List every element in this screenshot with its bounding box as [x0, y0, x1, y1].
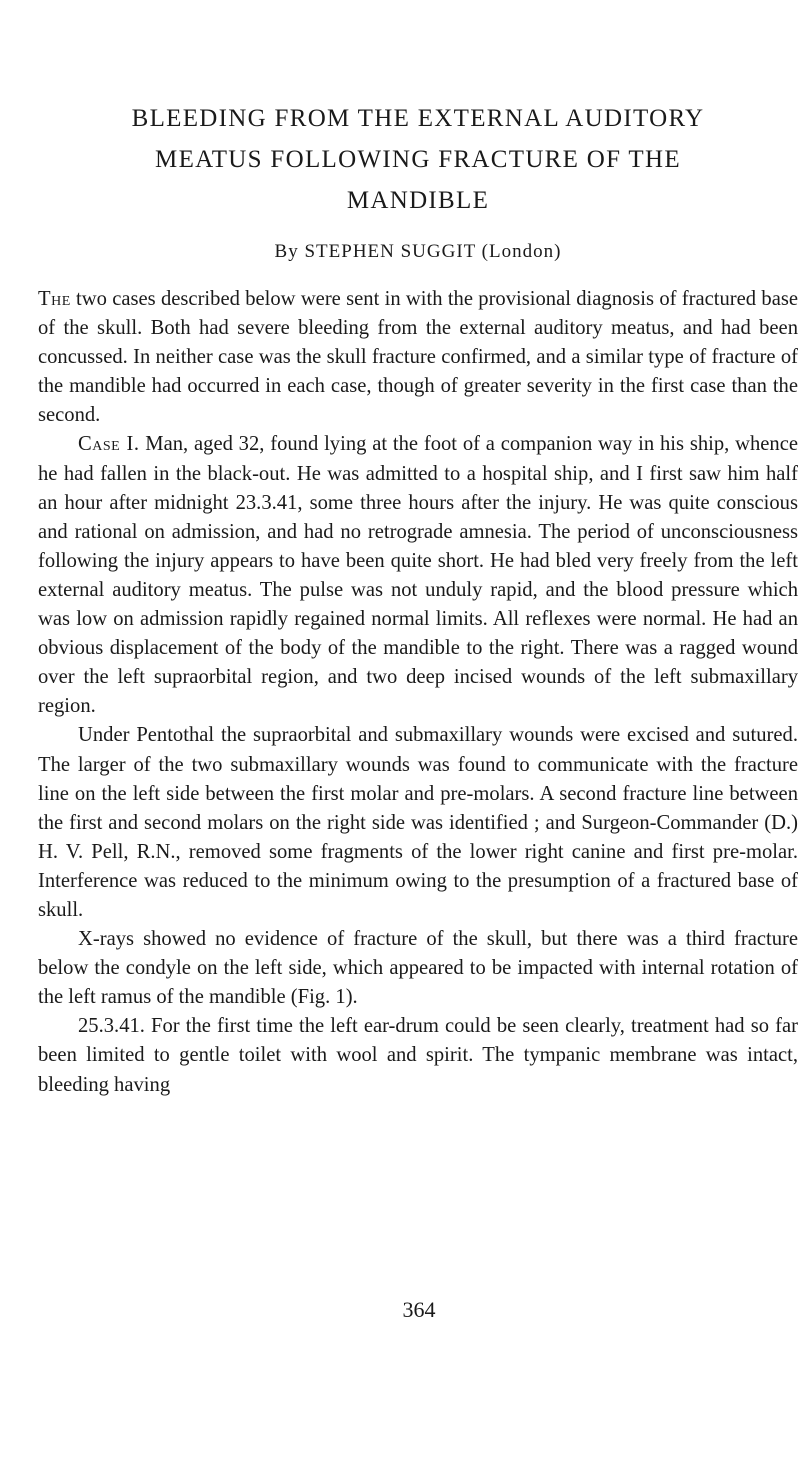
paragraph-intro	[38, 285, 798, 430]
paragraph-case-one	[38, 430, 798, 721]
title-line-3: MANDIBLE	[346, 187, 490, 214]
paragraph-text: Man, aged 32, found lying at the foot of a companion way in his ship, whence he had fallen in the black-out. He was admitted to a hospital ship, and I first saw him half an hour after midnight 23.3.41, some three hours after the injury. He was quite conscious and rational on admission, and had no retrograde amnesia. The period of unconsciousness following the injury appears to have been quite short. He had bled very freely from the left external auditory meatus. The pulse was not unduly rapid, and the blood pressure which was low on admission rapidly regained normal limits. All reflexes were normal. He had an obvious displacement of the body of the mandible to the right. There was a ragged wound over the left supraorbital region, and two deep incised wounds of the left submaxillary region.	[38, 433, 798, 718]
paragraph-surgery: Under Pentothal the supraorbital and submaxillary wounds were excised and sutured. The larger of the two submaxillary wounds was found to communicate with the fracture line on the left side between the first molar and pre-molars. A second fracture line between the first and second molars on the right side was identified ; and Surgeon-Commander (D.) H. V. Pell, R.N., removed some fragments of the lower right canine and first pre-molar. Interference was reduced to the minimum owing to the presumption of a fractured base of skull.	[38, 724, 798, 921]
author-byline: By STEPHEN SUGGIT (London)	[274, 241, 562, 262]
article-body	[38, 285, 798, 1100]
paragraph-ear-drum: 25.3.41. For the first time the left ear-drum could be seen clearly, treatment had so far been limited to gentle toilet with wool and spirit. The tympanic membrane was intact, bleeding having	[38, 1015, 798, 1096]
case-heading: Case I.	[78, 433, 140, 456]
page-content	[38, 98, 798, 1100]
article-title	[38, 98, 798, 221]
title-line-1: BLEEDING FROM THE EXTERNAL AUDITORY	[131, 105, 705, 132]
paragraph-text: two cases described below were sent in with the provisional diagnosis of fractured base of the skull. Both had severe bleeding from the external auditory meatus, and had been concussed. In neither case was the skull fracture confirmed, and a similar type of fracture of the mandible had occurred in each case, though of greater severity in the first case than the second.	[38, 288, 798, 427]
title-line-2: MEATUS FOLLOWING FRACTURE OF THE	[155, 146, 681, 173]
page-number: 364	[402, 1297, 436, 1322]
paragraph-xrays: X-rays showed no evidence of fracture of the skull, but there was a third fracture below the condyle on the left side, which appeared to be impacted with internal rotation of the left ramus of the mandible (Fig. 1).	[38, 928, 798, 1009]
lead-word: The	[38, 288, 71, 310]
